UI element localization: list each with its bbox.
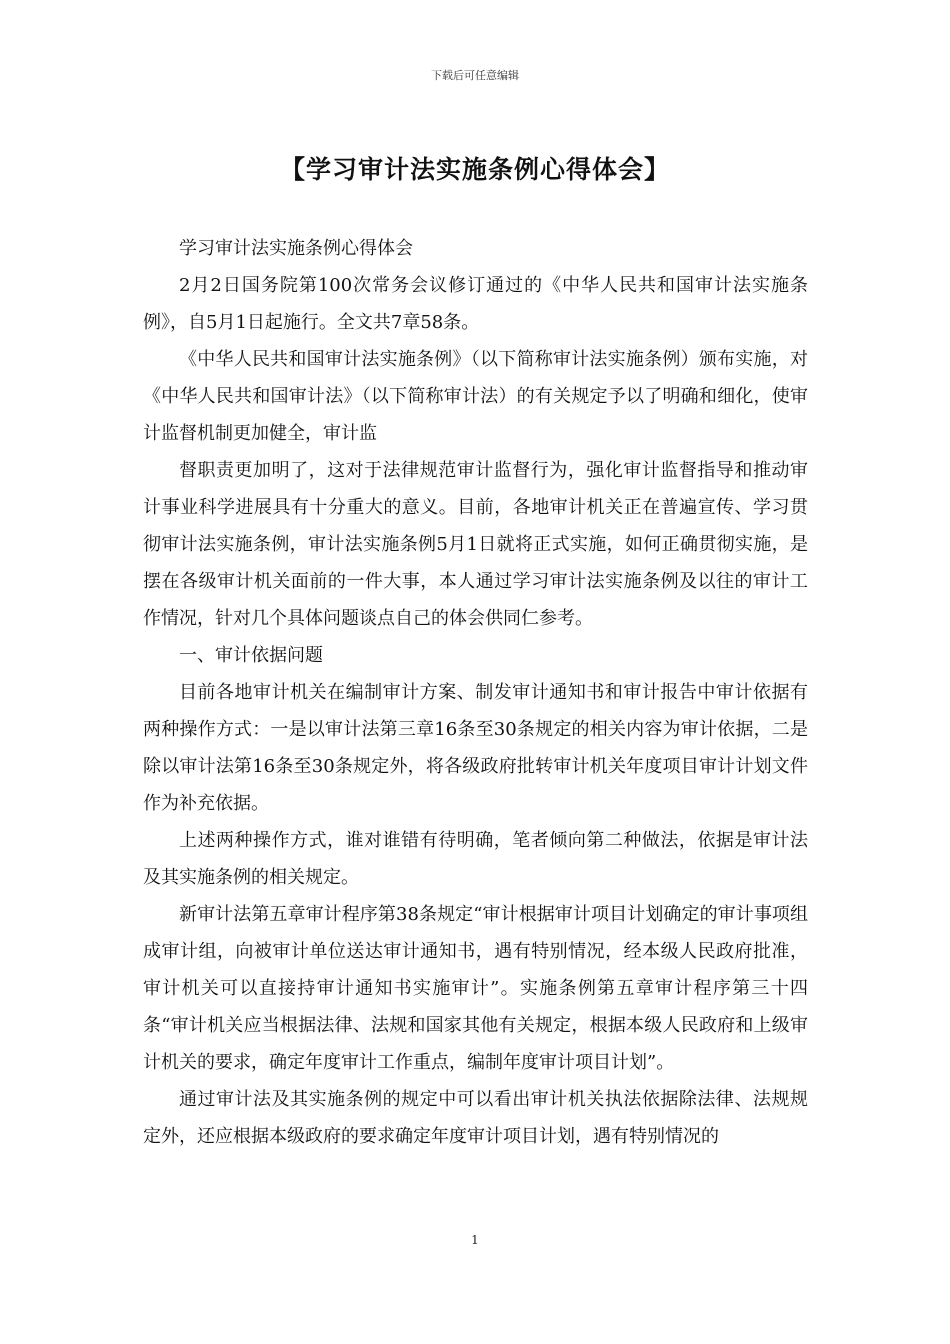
page-number: 1 [471,1233,479,1247]
document-body [143,230,808,1155]
paragraph: 目前各地审计机关在编制审计方案、制发审计通知书和审计报告中审计依据有两种操作方式：一是以审计法第三章16条至30条规定的相关内容为审计依据，二是除以审计法第16条至30条规定外，将各级政府批转审计机关年度项目审计计划文件作为补充依据。 [143,682,808,814]
paragraph: 上述两种操作方式，谁对谁错有待明确，笔者倾向第二种做法，依据是审计法及其实施条例的相关规定。 [143,830,808,888]
paragraph: 2月2日国务院第100次常务会议修订通过的《中华人民共和国审计法实施条例》，自5月1日起施行。全文共7章58条。 [143,275,808,333]
paragraph: 《中华人民共和国审计法实施条例》（以下简称审计法实施条例）颁布实施，对《中华人民共和国审计法》（以下简称审计法）的有关规定予以了明确和细化，使审计监督机制更加健全，审计监 [143,349,808,444]
paragraph: 学习审计法实施条例心得体会 [179,238,413,259]
paragraph: 通过审计法及其实施条例的规定中可以看出审计机关执法依据除法律、法规规定外，还应根据本级政府的要求确定年度审计项目计划，遇有特别情况的 [143,1089,808,1147]
paragraph: 新审计法第五章审计程序第38条规定“审计根据审计项目计划确定的审计事项组成审计组，向被审计单位送达审计通知书，遇有特别情况，经本级人民政府批准，审计机关可以直接持审计通知书实施审计”。实施条例第五章审计程序第三十四条“审计机关应当根据法律、法规和国家其他有关规定，根据本级人民政府和上级审计机关的要求，确定年度审计工作重点，编制年度审计项目计划”。 [143,904,808,1073]
section-heading: 一、审计依据问题 [179,645,323,666]
header-note: 下载后可任意编辑 [431,69,519,82]
paragraph: 督职责更加明了，这对于法律规范审计监督行为，强化审计监督指导和推动审计事业科学进展具有十分重大的意义。目前，各地审计机关正在普遍宣传、学习贯彻审计法实施条例，审计法实施条例5月1日就将正式实施，如何正确贯彻实施，是摆在各级审计机关面前的一件大事，本人通过学习审计法实施条例及以往的审计工作情况，针对几个具体问题谈点自己的体会供同仁参考。 [143,460,808,629]
document-title: 【学习审计法实施条例心得体会】 [279,155,670,184]
